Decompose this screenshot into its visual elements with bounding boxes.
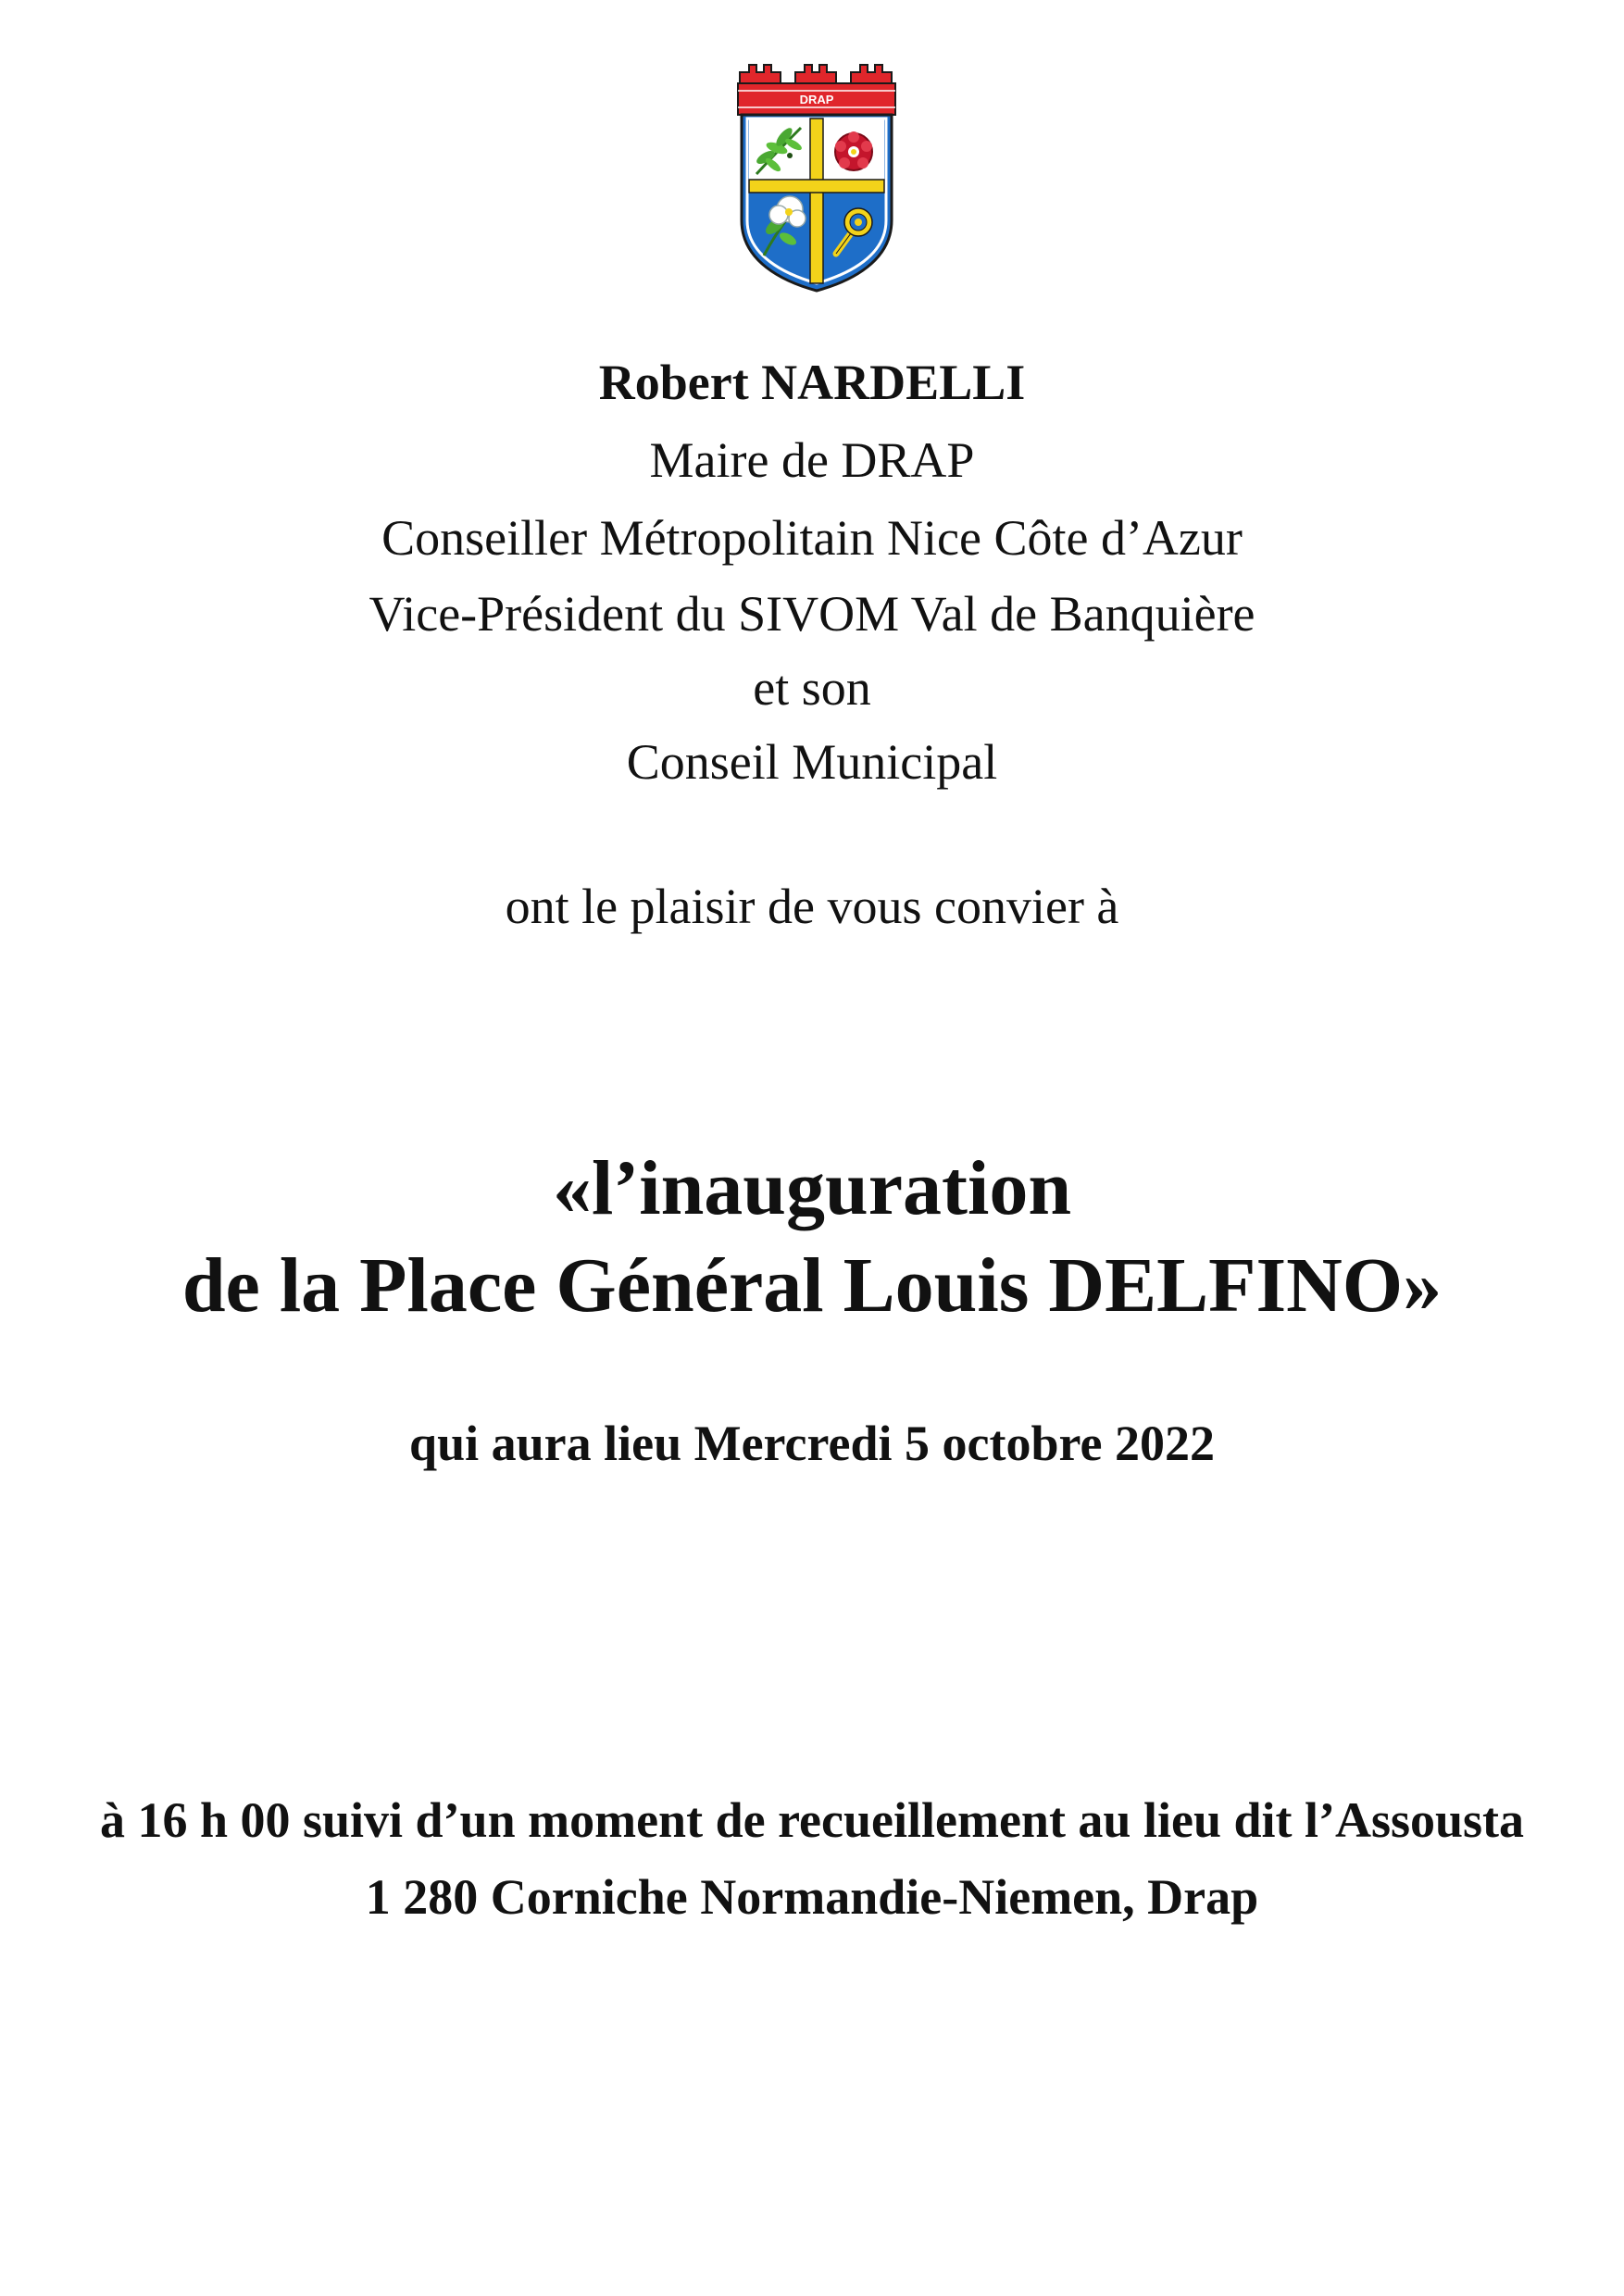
invite-intro: ont le plaisir de vous convier à: [505, 879, 1119, 934]
metropolitan-councillor-title: Conseiller Métropolitain Nice Côte d’Azur: [381, 510, 1243, 566]
mayor-title: Maire de DRAP: [649, 432, 975, 488]
municipal-council-text: Conseil Municipal: [626, 734, 998, 790]
banner-text: DRAP: [799, 93, 834, 106]
drap-coat-of-arms-logo: [736, 63, 897, 293]
event-title-line-2: de la Place Général Louis DELFINO»: [181, 1242, 1443, 1329]
and-his-text: et son: [753, 660, 871, 716]
gold-cross-horizontal: [749, 180, 884, 193]
event-date: qui aura lieu Mercredi 5 octobre 2022: [409, 1416, 1215, 1471]
event-address: 1 280 Corniche Normandie-Niemen, Drap: [365, 1869, 1259, 1925]
sivom-vice-president-title: Vice-Président du SIVOM Val de Banquière: [369, 586, 1255, 642]
event-title-line-1: «l’inauguration: [552, 1145, 1072, 1231]
gold-cross-vertical: [810, 119, 823, 283]
mayor-name: Robert NARDELLI: [598, 355, 1026, 410]
castle-battlements: [740, 65, 892, 83]
event-time-and-place: à 16 h 00 suivi d’un moment de recueillement au lieu dit l’Assousta: [99, 1792, 1525, 1848]
